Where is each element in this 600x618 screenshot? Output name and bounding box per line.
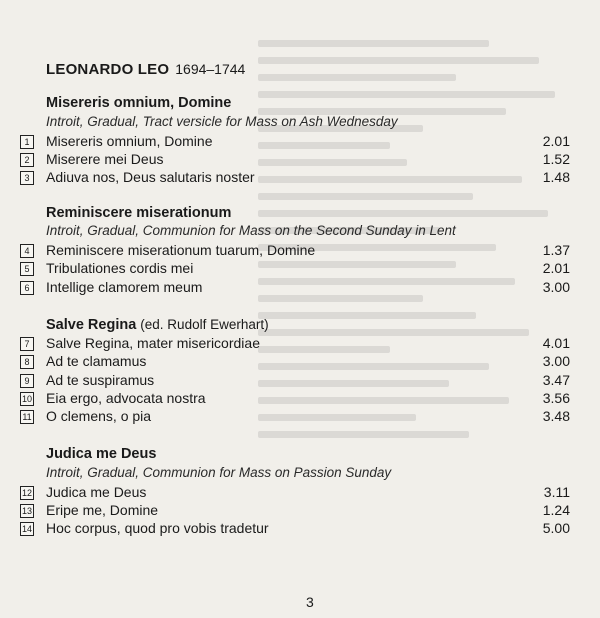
track-number: 14 (21, 524, 32, 534)
track-row (0, 279, 600, 297)
track-row (0, 242, 600, 260)
track-title: Reminiscere miserationum tuarum, Domine (46, 242, 316, 258)
track-number: 5 (20, 262, 34, 276)
track-number: 9 (20, 374, 34, 388)
track-row (0, 151, 600, 169)
track-title: Eia ergo, advocata nostra (46, 390, 206, 406)
work-subtitle: Introit, Gradual, Tract versicle for Mass on Ash Wednesday (46, 114, 398, 129)
track-row (0, 484, 600, 502)
track-duration: 2.01 (542, 133, 570, 149)
work-title: Reminiscere miserationum (46, 205, 232, 221)
work-title: Salve Regina (ed. Rudolf Ewerhart) (46, 317, 269, 333)
track-duration: 3.48 (542, 408, 570, 424)
track-title: Eripe me, Domine (46, 502, 159, 518)
track-number: 1 (20, 135, 34, 149)
composer-header (46, 61, 245, 78)
track-duration: 3.11 (543, 484, 570, 500)
work-subtitle: Introit, Gradual, Communion for Mass on Passion Sunday (46, 465, 392, 480)
track-number: 8 (20, 355, 34, 369)
track-row (0, 353, 600, 371)
track-number: 3 (20, 171, 34, 185)
track-duration: 3.47 (542, 372, 570, 388)
track-title: O clemens, o pia (46, 408, 152, 424)
composer-name: LEONARDO LEO (46, 61, 170, 78)
track-number: 12 (21, 488, 32, 498)
track-duration: 1.48 (542, 169, 570, 185)
track-title: Ad te suspiramus (46, 372, 155, 388)
track-duration: 3.00 (542, 279, 570, 295)
track-duration: 1.52 (542, 151, 570, 167)
track-row (0, 390, 600, 408)
track-duration: 1.24 (542, 502, 570, 518)
work-title: Misereris omnium, Domine (46, 95, 232, 111)
track-number: 13 (21, 506, 32, 516)
track-row (0, 133, 600, 151)
track-row (0, 408, 600, 426)
work-editor: (ed. Rudolf Ewerhart) (140, 317, 269, 332)
track-duration: 4.01 (542, 335, 570, 351)
track-row (0, 502, 600, 520)
track-duration: 2.01 (542, 260, 570, 276)
track-title: Miserere mei Deus (46, 151, 164, 167)
track-row (0, 260, 600, 278)
track-row (0, 372, 600, 390)
track-number: 7 (20, 337, 34, 351)
track-row (0, 335, 600, 353)
track-title: Judica me Deus (46, 484, 147, 500)
track-title: Salve Regina, mater misericordiae (46, 335, 260, 351)
track-title: Intellige clamorem meum (46, 279, 203, 295)
composer-years: 1694–1744 (175, 61, 246, 77)
track-title: Adiuva nos, Deus salutaris noster (46, 169, 255, 185)
track-duration: 5.00 (542, 520, 570, 536)
track-duration: 3.56 (542, 390, 570, 406)
track-title: Misereris omnium, Domine (46, 133, 213, 149)
track-number: 2 (20, 153, 34, 167)
track-row (0, 169, 600, 187)
page-number: 3 (306, 594, 314, 610)
track-title: Ad te clamamus (46, 353, 147, 369)
work-subtitle: Introit, Gradual, Communion for Mass on the Second Sunday in Lent (46, 223, 456, 238)
track-title: Hoc corpus, quod pro vobis tradetur (46, 520, 269, 536)
track-number: 10 (21, 394, 32, 404)
track-duration: 1.37 (542, 242, 570, 258)
track-duration: 3.00 (542, 353, 570, 369)
track-title: Tribulationes cordis mei (46, 260, 194, 276)
track-number: 4 (20, 244, 34, 258)
track-number: 11 (20, 410, 34, 424)
track-row (0, 520, 600, 538)
track-number: 6 (20, 281, 34, 295)
work-title: Judica me Deus (46, 446, 157, 462)
